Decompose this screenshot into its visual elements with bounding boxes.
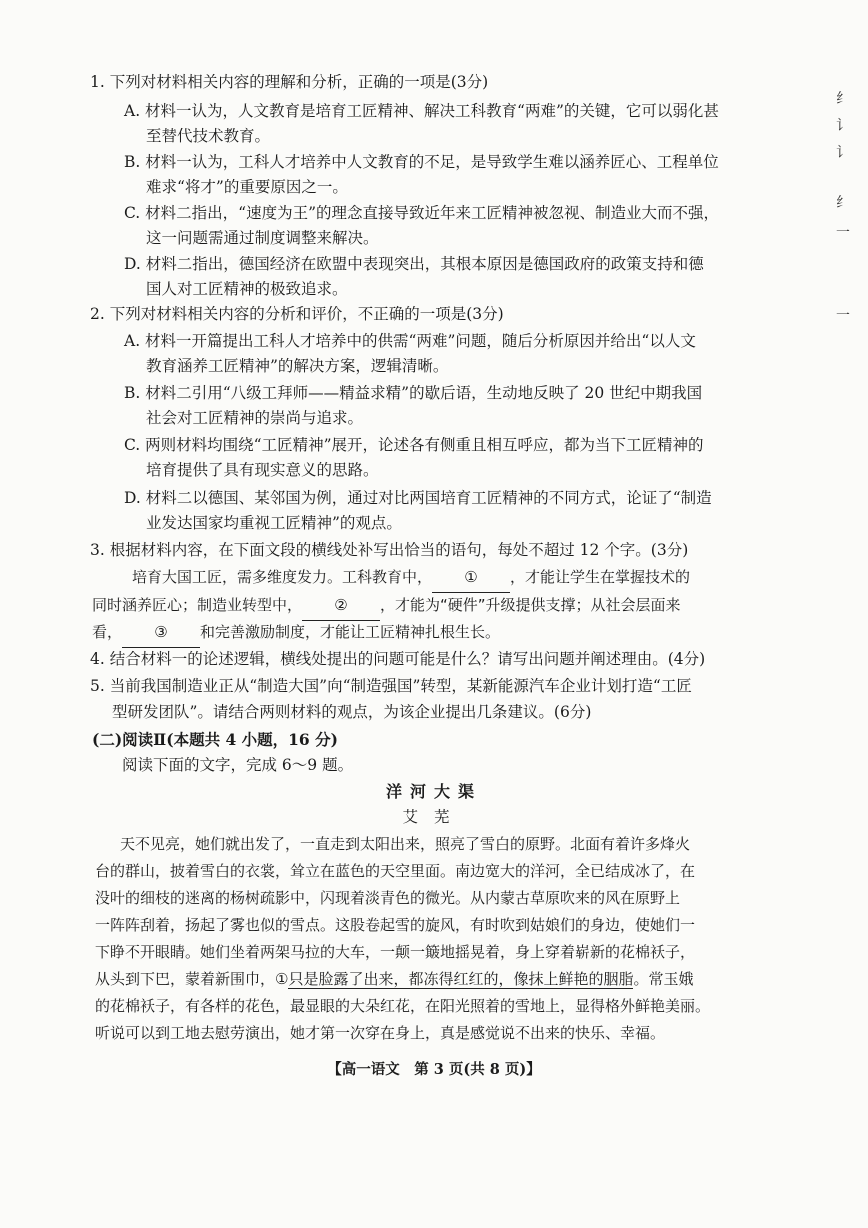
q3-fill-line1 — [132, 563, 690, 593]
passage-line-3: 没叶的细枝的迷离的杨树疏影中，闪现着淡青色的微光。从内蒙古草原吹来的风在原野上 — [95, 889, 681, 907]
edge-char: 纟 — [836, 195, 850, 211]
q2-option-b-line1: B. 材料二引用“八级工拜师——精益求精”的歇后语，生动地反映了 20 世纪中期我国 — [124, 384, 703, 402]
q2-option-c-line1: C. 两则材料均围绕“工匠精神”展开，论述各有侧重且相互呼应，都为当下工匠精神的 — [124, 436, 704, 454]
passage-title: 洋河大渠 — [385, 782, 482, 801]
edge-char: 一 — [836, 225, 850, 241]
passage-author: 艾芜 — [402, 808, 466, 826]
q2-option-a-line2: 教育涵养工匠精神”的解决方案，逻辑清晰。 — [146, 357, 449, 375]
q2-option-c-line2: 培育提供了具有现实意义的思路。 — [146, 461, 379, 479]
passage-text: 从头到下巴，蒙着新围巾， — [95, 970, 276, 988]
blank-2[interactable]: ② — [302, 591, 380, 621]
question-5-line2: 型研发团队”。请结合两则材料的观点，为该企业提出几条建议。(6分) — [112, 703, 592, 721]
question-1-stem: 1. 下列对材料相关内容的理解和分析，正确的一项是(3分) — [90, 73, 489, 91]
edge-char: 一 — [836, 308, 850, 324]
question-4-stem: 4. 结合材料一的论述逻辑，横线处提出的问题可能是什么？请写出问题并阐述理由。(4分) — [90, 650, 706, 668]
section-instruction: 阅读下面的文字，完成 6～9 题。 — [122, 756, 354, 774]
q3-fill-line2 — [92, 591, 681, 621]
underlined-sentence: 只是脸露了出来，都冻得红红的，像抹上鲜艳的胭脂 — [288, 970, 634, 988]
blank-3[interactable]: ③ — [122, 618, 200, 648]
q1-option-a-line1: A. 材料一认为，人文教育是培育工匠精神、解决工科教育“两难”的关键，它可以弱化甚 — [124, 102, 719, 120]
q1-option-b-line2: 难求“将才”的重要原因之一。 — [146, 178, 348, 196]
q1-option-a-line2: 至替代技术教育。 — [146, 127, 271, 145]
edge-char: 纟 — [836, 91, 850, 107]
q1-option-b-line1: B. 材料一认为，工科人才培养中人文教育的不足，是导致学生难以涵养匠心、工程单位 — [124, 153, 719, 171]
section-heading: (二)阅读Ⅱ(本题共 4 小题，16 分) — [92, 730, 338, 749]
passage-line-7: 的花棉袄子，有各样的花色，最显眼的大朵红花，在阳光照着的雪地上，显得格外鲜艳美丽。 — [95, 997, 711, 1015]
q3-text: 培育大国工匠，需多维度发力。工科教育中， — [132, 568, 433, 586]
q2-option-d-line1: D. 材料二以德国、某邻国为例，通过对比两国培育工匠精神的不同方式，论证了“制造 — [124, 489, 712, 507]
passage-line-2: 台的群山，披着雪白的衣裳，耸立在蓝色的天空里面。南边宽大的洋河，全已结成冰了，在 — [95, 862, 696, 880]
passage-line-6 — [95, 965, 694, 994]
marker-number: ① — [275, 970, 289, 988]
passage-line-8: 听说可以到工地去慰劳演出，她才第一次穿在身上，真是感觉说不出来的快乐、幸福。 — [95, 1024, 666, 1042]
passage-line-5: 下睁不开眼睛。她们坐着两架马拉的大车，一颠一簸地摇晃着，身上穿着崭新的花棉袄子， — [95, 943, 696, 961]
edge-char: 讠 — [836, 145, 850, 161]
passage-text: 。常玉娥 — [633, 970, 694, 988]
q2-option-b-line2: 社会对工匠精神的崇尚与追求。 — [146, 409, 364, 427]
q1-option-c-line2: 这一问题需通过制度调整来解决。 — [146, 229, 379, 247]
q3-text: ，才能让学生在掌握技术的 — [510, 568, 691, 586]
blank-1[interactable]: ① — [432, 563, 510, 593]
q3-text: 同时涵养匠心；制造业转型中， — [92, 596, 303, 614]
question-2-stem: 2. 下列对材料相关内容的分析和评价，不正确的一项是(3分) — [90, 305, 504, 323]
passage-line-4: 一阵阵刮着，扬起了雾也似的雪点。这股卷起雪的旋风，有时吹到姑娘们的身边，使她们一 — [95, 916, 696, 934]
q1-option-d-line1: D. 材料二指出，德国经济在欧盟中表现突出，其根本原因是德国政府的政策支持和德 — [124, 255, 704, 273]
q2-option-d-line2: 业发达国家均重视工匠精神”的观点。 — [146, 514, 402, 532]
q2-option-a-line1: A. 材料一开篇提出工科人才培养中的供需“两难”问题，随后分析原因并给出“以人文 — [124, 332, 696, 350]
q1-option-d-line2: 国人对工匠精神的极致追求。 — [146, 280, 348, 298]
q3-fill-line3 — [92, 618, 500, 648]
question-3-stem: 3. 根据材料内容，在下面文段的横线处补写出恰当的语句，每处不超过 12 个字。(3分) — [90, 541, 689, 559]
q1-option-c-line1: C. 材料二指出，“速度为王”的理念直接导致近年来工匠精神被忽视、制造业大而不强， — [124, 204, 720, 222]
edge-char: 讠 — [836, 118, 850, 134]
q3-text: 看， — [92, 623, 123, 641]
q3-text: 和完善激励制度，才能让工匠精神扎根生长。 — [200, 623, 501, 641]
q3-text: ，才能为“硬件”升级提供支撑；从社会层面来 — [380, 596, 681, 614]
question-5-line1: 5. 当前我国制造业正从“制造大国”向“制造强国”转型，某新能源汽车企业计划打造“工匠 — [90, 677, 692, 695]
passage-line-1: 天不见亮，她们就出发了，一直走到太阳出来，照亮了雪白的原野。北面有着许多烽火 — [120, 835, 691, 853]
page-footer: 【高一语文 第 3 页(共 8 页)】 — [327, 1061, 541, 1078]
